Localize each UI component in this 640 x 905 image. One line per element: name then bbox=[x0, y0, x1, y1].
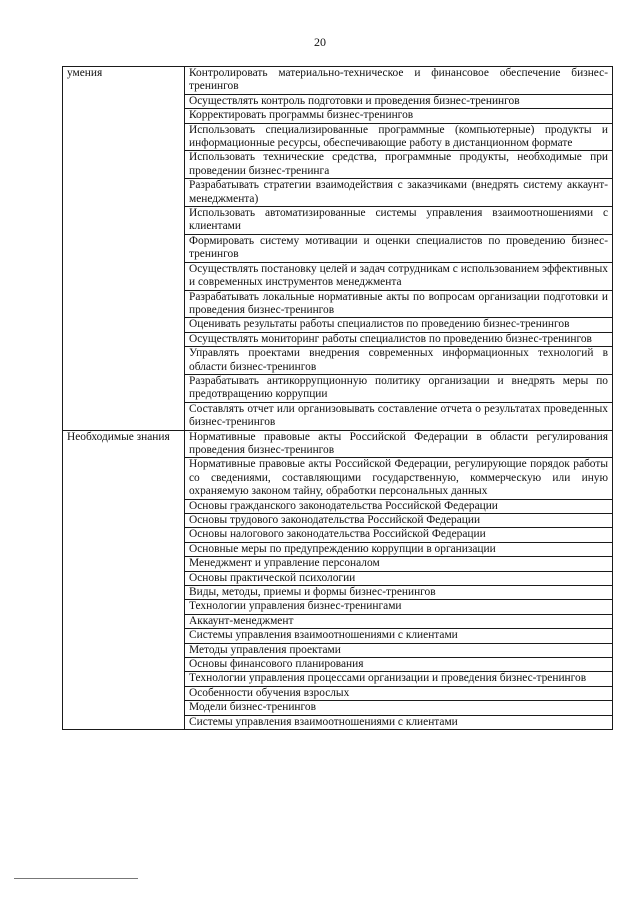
table-cell-item: Модели бизнес-тренингов bbox=[185, 701, 613, 715]
table-cell-item: Основы трудового законодательства Российской Федерации bbox=[185, 514, 613, 528]
table-cell-item: Использовать технические средства, программные продукты, необходимые при проведении бизнес-тренинга bbox=[185, 151, 613, 179]
section-label: Необходимые знания bbox=[63, 430, 185, 730]
table-cell-item: Разрабатывать антикоррупционную политику организации и внедрять меры по предотвращению коррупции bbox=[185, 374, 613, 402]
table-cell-item: Методы управления проектами bbox=[185, 643, 613, 657]
table-cell-item: Управлять проектами внедрения современных информационных технологий в области бизнес-тренингов bbox=[185, 347, 613, 375]
table-cell-item: Особенности обучения взрослых bbox=[185, 686, 613, 700]
table-row bbox=[63, 67, 613, 95]
table-cell-item: Использовать автоматизированные системы управления взаимоотношениями с клиентами bbox=[185, 207, 613, 235]
table-cell-item: Составлять отчет или организовывать составление отчета о результатах проведенных бизнес-тренингов bbox=[185, 402, 613, 430]
table-cell-item: Основы гражданского законодательства Российской Федерации bbox=[185, 499, 613, 513]
requirements-table bbox=[62, 66, 613, 730]
table-cell-item: Основные меры по предупреждению коррупции в организации bbox=[185, 542, 613, 556]
table-cell-item: Использовать специализированные программные (компьютерные) продукты и информационные ресурсы, обеспечивающие работу в дистанционном формате bbox=[185, 123, 613, 151]
footnote-rule bbox=[14, 878, 138, 879]
table-cell-item: Основы налогового законодательства Российской Федерации bbox=[185, 528, 613, 542]
table-cell-item: Системы управления взаимоотношениями с клиентами bbox=[185, 629, 613, 643]
table-cell-item: Виды, методы, приемы и формы бизнес-тренингов bbox=[185, 586, 613, 600]
table-cell-item: Осуществлять мониторинг работы специалистов по проведению бизнес-тренингов bbox=[185, 332, 613, 346]
table-cell-item: Формировать систему мотивации и оценки специалистов по проведению бизнес-тренингов bbox=[185, 234, 613, 262]
table-cell-item: Аккаунт-менеджмент bbox=[185, 614, 613, 628]
page-number: 20 bbox=[314, 35, 326, 49]
table-cell-item: Оценивать результаты работы специалистов по проведению бизнес-тренингов bbox=[185, 318, 613, 332]
table-cell-item: Менеджмент и управление персоналом bbox=[185, 557, 613, 571]
table-cell-item: Разрабатывать стратегии взаимодействия с заказчиками (внедрять систему аккаунт-менеджмента) bbox=[185, 179, 613, 207]
table-cell-item: Разрабатывать локальные нормативные акты по вопросам организации подготовки и проведения бизнес-тренингов bbox=[185, 290, 613, 318]
table-cell-item: Технологии управления бизнес-тренингами bbox=[185, 600, 613, 614]
table-cell-item: Корректировать программы бизнес-тренингов bbox=[185, 109, 613, 123]
table-row bbox=[63, 430, 613, 458]
table-cell-item: Основы финансового планирования bbox=[185, 658, 613, 672]
table-cell-item: Осуществлять постановку целей и задач сотрудникам с использованием эффективных и современных инструментов менеджмента bbox=[185, 262, 613, 290]
table-cell-item: Осуществлять контроль подготовки и проведения бизнес-тренингов bbox=[185, 94, 613, 108]
table-cell-item: Основы практической психологии bbox=[185, 571, 613, 585]
section-label: умения bbox=[63, 67, 185, 431]
table-cell-item: Нормативные правовые акты Российской Федерации, регулирующие порядок работы со сведениями, составляющими государственную, коммерческую или иную охраняемую законом тайну, обработки персональных данных bbox=[185, 458, 613, 499]
requirements-table-body bbox=[63, 67, 613, 730]
table-cell-item: Технологии управления процессами организации и проведения бизнес-тренингов bbox=[185, 672, 613, 686]
table-cell-item: Контролировать материально-техническое и финансовое обеспечение бизнес-тренингов bbox=[185, 67, 613, 95]
table-cell-item: Системы управления взаимоотношениями с клиентами bbox=[185, 715, 613, 729]
table-cell-item: Нормативные правовые акты Российской Федерации в области регулирования проведения бизнес-тренингов bbox=[185, 430, 613, 458]
